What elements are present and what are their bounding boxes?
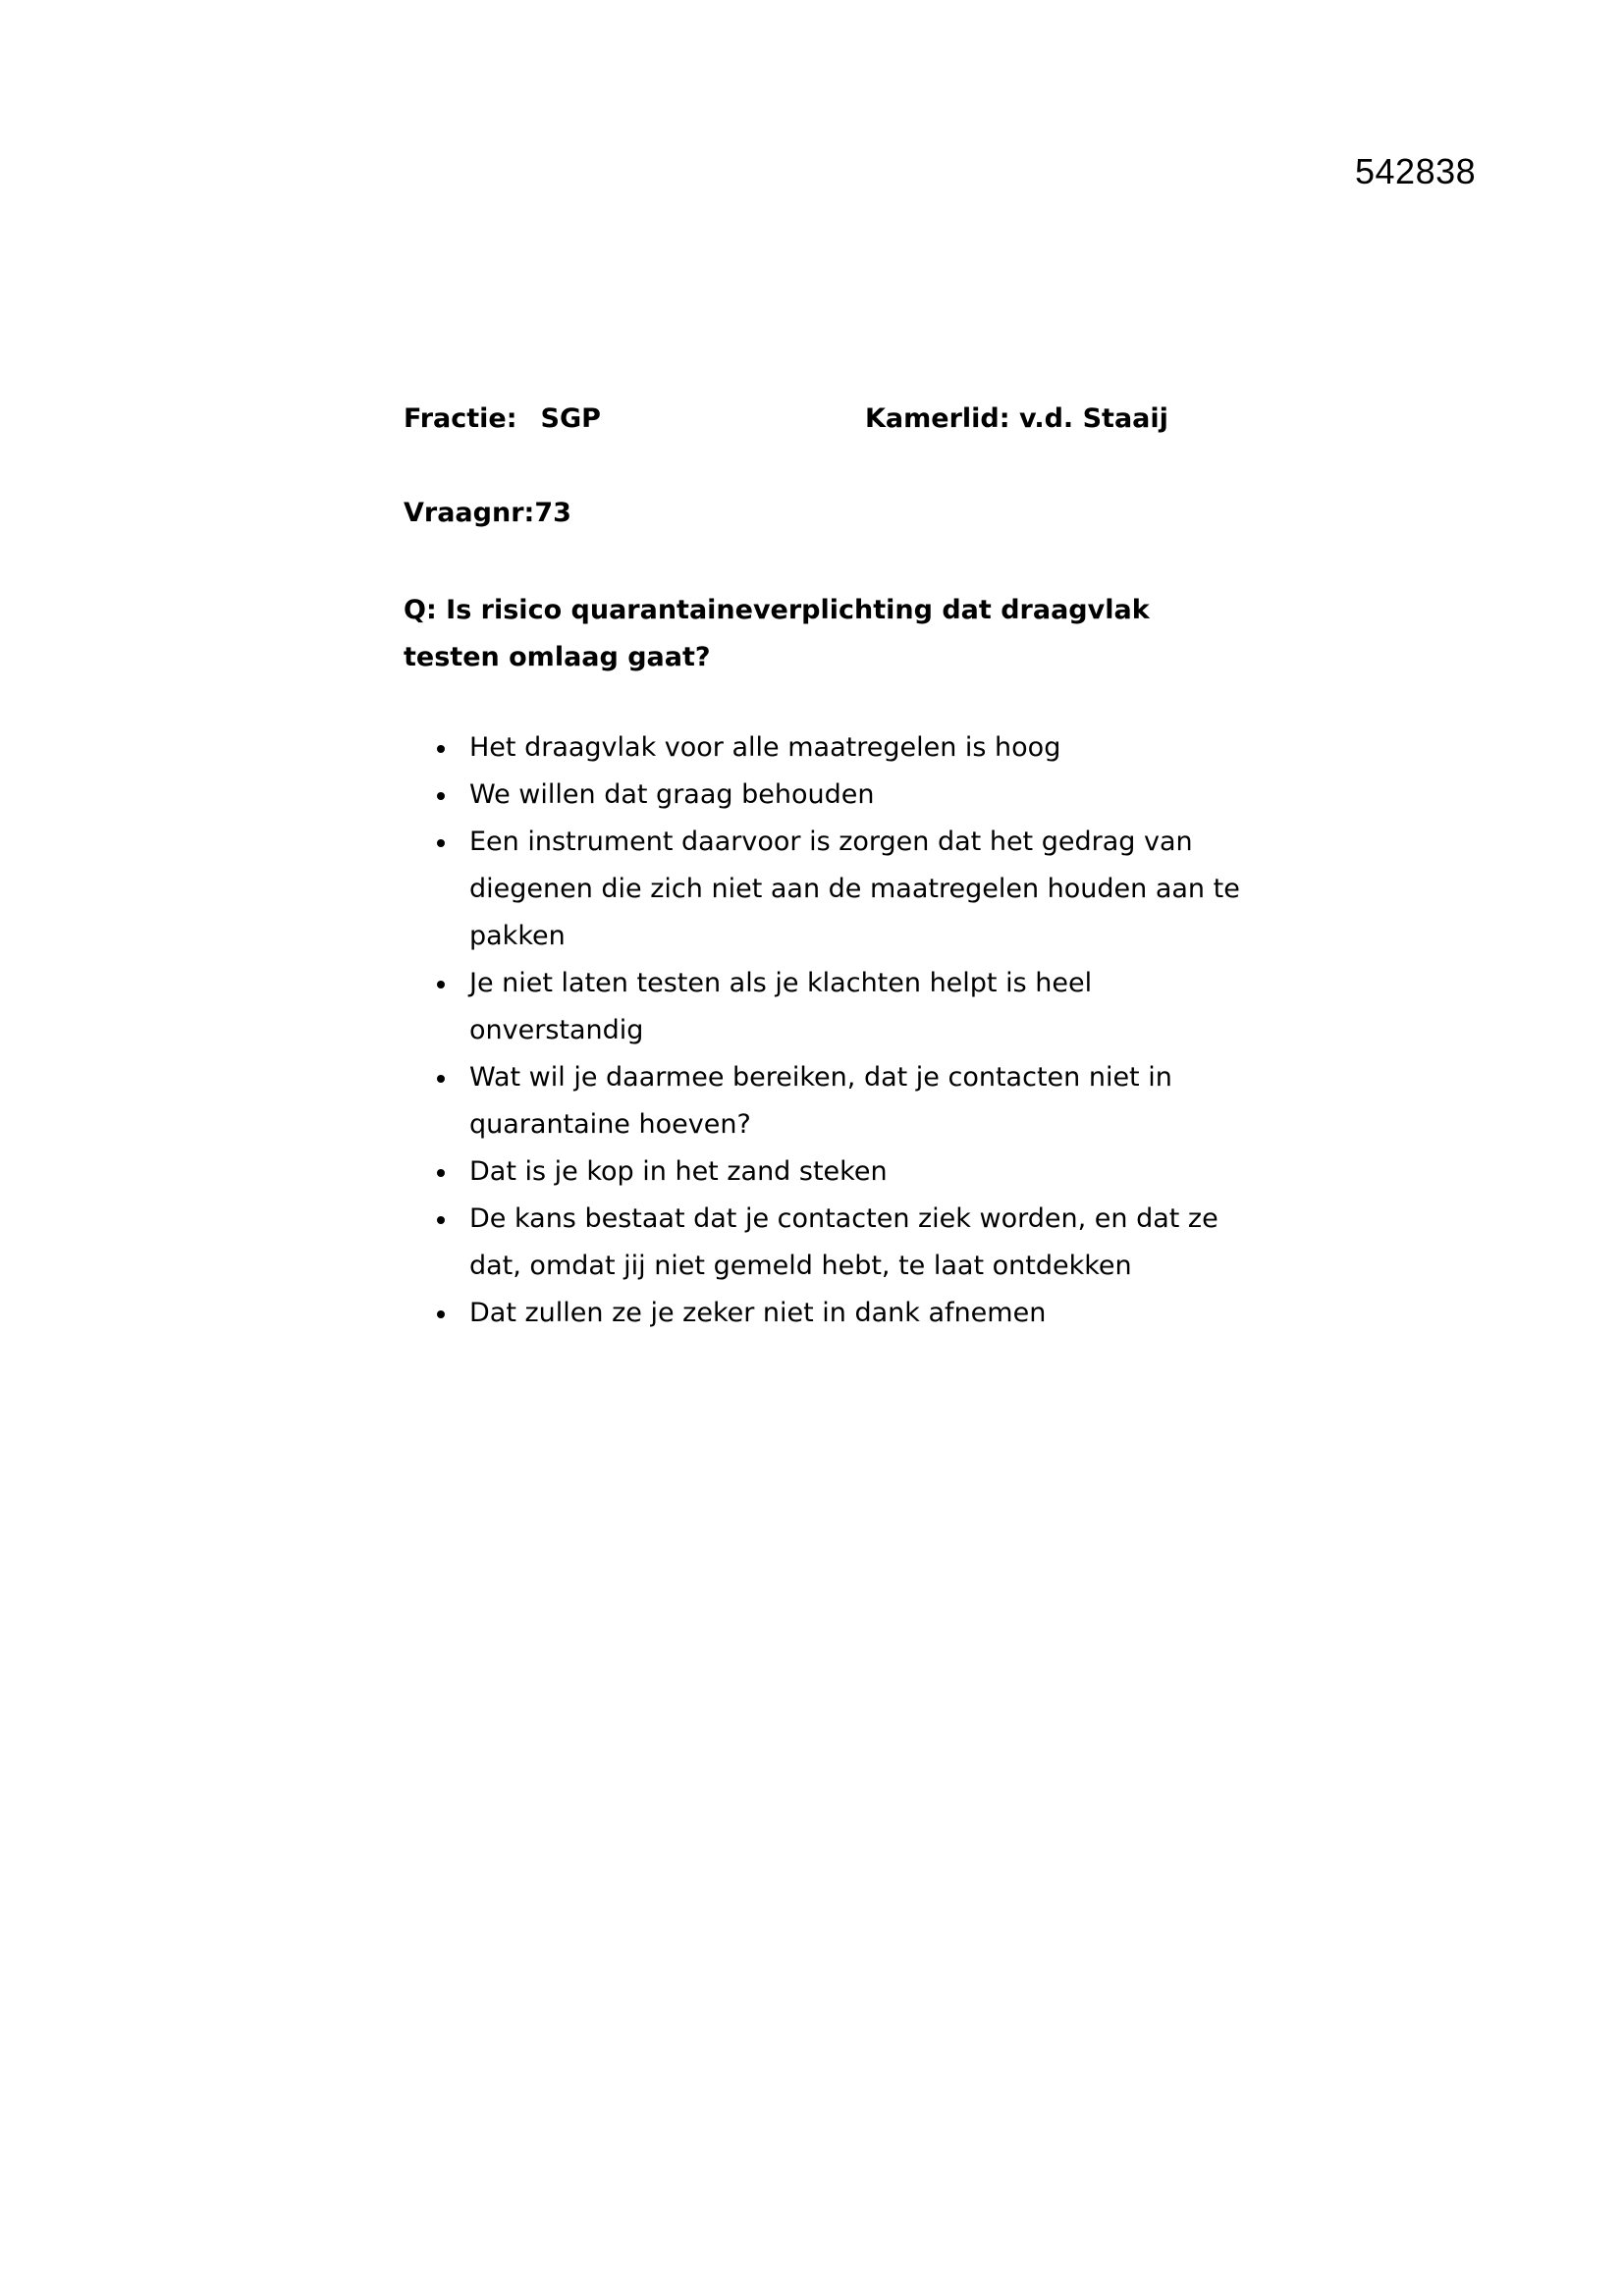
- bullet-icon: [437, 1169, 445, 1177]
- list-item: [404, 1054, 1255, 1148]
- bullet-icon: [437, 792, 445, 800]
- answer-text: Je niet laten testen als je klachten helpt is heel onverstandig: [469, 968, 1093, 1045]
- list-item: [404, 1196, 1255, 1290]
- list-item: [404, 1290, 1255, 1337]
- bullet-icon: [437, 1216, 445, 1224]
- answer-text: De kans bestaat dat je contacten ziek worden, en dat ze dat, omdat jij niet gemeld hebt, te laat ontdekken: [469, 1203, 1218, 1281]
- answer-text: Dat is je kop in het zand steken: [469, 1156, 888, 1187]
- vraagnr: [404, 496, 571, 531]
- list-item: [404, 819, 1255, 960]
- vraagnr-label: Vraagnr:: [404, 498, 535, 528]
- bullet-icon: [437, 745, 445, 753]
- bullet-icon: [437, 839, 445, 847]
- bullet-icon: [437, 1075, 445, 1083]
- bullet-icon: [437, 981, 445, 988]
- kamerlid-label: Kamerlid:: [865, 403, 1010, 434]
- answer-text: We willen dat graag behouden: [469, 779, 875, 810]
- fractie-value: SGP: [540, 403, 601, 434]
- kamerlid: [865, 401, 1168, 437]
- question: Q: Is risico quarantaineverplichting dat draagvlak testen omlaag gaat?: [404, 595, 1150, 672]
- fractie-label: Fractie:: [404, 403, 517, 434]
- answer-text: Het draagvlak voor alle maatregelen is hoog: [469, 732, 1061, 763]
- list-item: [404, 960, 1255, 1054]
- vraagnr-value: 73: [534, 498, 571, 528]
- kamerlid-value: v.d. Staaij: [1018, 403, 1168, 434]
- answer-text: Dat zullen ze je zeker niet in dank afnemen: [469, 1298, 1047, 1328]
- document-id: 542838: [1355, 151, 1477, 191]
- fractie: [404, 401, 601, 437]
- answer-text: Een instrument daarvoor is zorgen dat het gedrag van diegenen die zich niet aan de maatregelen houden aan te pakken: [469, 827, 1240, 951]
- list-item: [404, 772, 1255, 819]
- answer-list: [404, 724, 1248, 1337]
- header-row: [404, 401, 1287, 441]
- answer-text: Wat wil je daarmee bereiken, dat je contacten niet in quarantaine hoeven?: [469, 1062, 1172, 1140]
- list-item: [404, 1148, 1255, 1196]
- bullet-icon: [437, 1310, 445, 1318]
- list-item: [404, 724, 1255, 772]
